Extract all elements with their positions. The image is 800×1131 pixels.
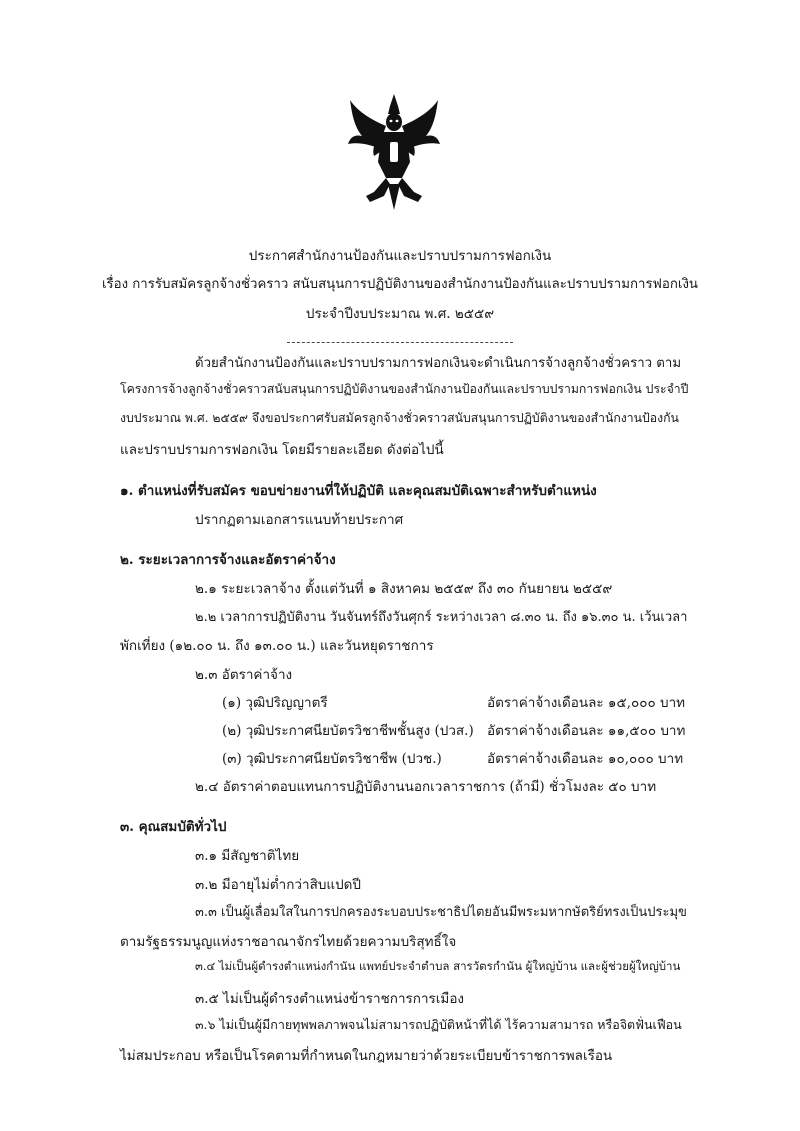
intro-line-3: งบประมาณ พ.ศ. ๒๕๕๙ จึงขอประกาศรับสมัครลูกจ้างชั่วคราวสนับสนุนการปฏิบัติงานของสำนักงานป้องกัน [120, 411, 679, 425]
announcement-subject: เรื่อง การรับสมัครลูกจ้างชั่วคราว สนับสนุนการปฏิบัติงานของสำนักงานป้องกันและปราบปรามการฟอกเงิน [102, 277, 698, 292]
section-3-heading: ๓. คุณสมบัติทั่วไป [120, 819, 227, 835]
rate-value-1: อัตราค่าจ้างเดือนละ ๑๕,๐๐๐ บาท [487, 695, 686, 711]
section-1-text: ปรากฏตามเอกสารแนบท้ายประกาศ [195, 512, 404, 528]
section-3-5: ๓.๕ ไม่เป็นผู้ดำรงตำแหน่งข้าราชการการเมือง [195, 991, 465, 1007]
section-2-2-line-1: ๒.๒ เวลาการปฏิบัติงาน วันจันทร์ถึงวันศุกร์ ระหว่างเวลา ๘.๓๐ น. ถึง ๑๖.๓๐ น. เว้นเวลา [195, 610, 688, 625]
section-2-2-line-2: พักเที่ยง (๑๒.๐๐ น. ถึง ๑๓.๐๐ น.) และวันหยุดราชการ [120, 638, 434, 654]
section-3-2: ๓.๒ มีอายุไม่ต่ำกว่าสิบแปดปี [195, 877, 361, 893]
rate-value-2: อัตราค่าจ้างเดือนละ ๑๑,๕๐๐ บาท [487, 723, 686, 739]
section-3-3-line-1: ๓.๓ เป็นผู้เลื่อมใสในการปกครองระบอบประชาธิปไตยอันมีพระมหากษัตริย์ทรงเป็นประมุข [195, 905, 687, 920]
intro-line-1: ด้วยสำนักงานป้องกันและปราบปรามการฟอกเงินจะดำเนินการจ้างลูกจ้างชั่วคราว ตาม [195, 356, 682, 371]
section-2-heading: ๒. ระยะเวลาการจ้างและอัตราค่าจ้าง [120, 552, 336, 568]
section-2-4: ๒.๔ อัตราค่าตอบแทนการปฏิบัติงานนอกเวลาราชการ (ถ้ามี) ชั่วโมงละ ๕๐ บาท [195, 779, 657, 795]
announcement-fiscal-year: ประจำปีงบประมาณ พ.ศ. ๒๕๕๙ [305, 306, 495, 322]
intro-line-4: และปราบปรามการฟอกเงิน โดยมีรายละเอียด ดังต่อไปนี้ [120, 442, 444, 458]
section-2-1: ๒.๑ ระยะเวลาจ้าง ตั้งแต่วันที่ ๑ สิงหาคม ๒๕๕๙ ถึง ๓๐ กันยายน ๒๕๕๙ [195, 581, 613, 597]
section-1-heading: ๑. ตำแหน่งที่รับสมัคร ขอบข่ายงานที่ให้ปฏิบัติ และคุณสมบัติเฉพาะสำหรับตำแหน่ง [120, 483, 597, 499]
rate-label-1: (๑) วุฒิปริญญาตรี [222, 695, 328, 711]
section-3-1: ๓.๑ มีสัญชาติไทย [195, 848, 300, 864]
section-3-4: ๓.๔ ไม่เป็นผู้ดำรงตำแหน่งกำนัน แพทย์ประจำตำบล สารวัตรกำนัน ผู้ใหญ่บ้าน และผู้ช่วยผู้ใหญ่บ้าน [195, 959, 681, 973]
section-3-6-line-2: ไม่สมประกอบ หรือเป็นโรคตามที่กำหนดในกฎหมายว่าด้วยระเบียบข้าราชการพลเรือน [120, 1048, 613, 1064]
header-divider [287, 342, 513, 343]
announcement-title: ประกาศสำนักงานป้องกันและปราบปรามการฟอกเงิน [248, 248, 552, 264]
rate-label-3: (๓) วุฒิประกาศนียบัตรวิชาชีพ (ปวช.) [222, 751, 442, 767]
section-2-3: ๒.๓ อัตราค่าจ้าง [195, 667, 293, 683]
section-3-3-line-2: ตามรัฐธรรมนูญแห่งราชอาณาจักรไทยด้วยความบริสุทธิ์ใจ [120, 934, 457, 950]
garuda-emblem [344, 92, 444, 214]
rate-value-3: อัตราค่าจ้างเดือนละ ๑๐,๐๐๐ บาท [487, 751, 684, 767]
rate-label-2: (๒) วุฒิประกาศนียบัตรวิชาชีพชั้นสูง (ปวส.) [222, 723, 474, 739]
intro-line-2: โครงการจ้างลูกจ้างชั่วคราวสนับสนุนการปฏิบัติงานของสำนักงานป้องกันและปราบปรามการฟอกเงิน ประจำปี [120, 382, 689, 396]
section-3-6-line-1: ๓.๖ ไม่เป็นผู้มีกายทุพพลภาพจนไม่สามารถปฏิบัติหน้าที่ได้ ไร้ความสามารถ หรือจิตฟั่นเฟือน [195, 1017, 682, 1032]
